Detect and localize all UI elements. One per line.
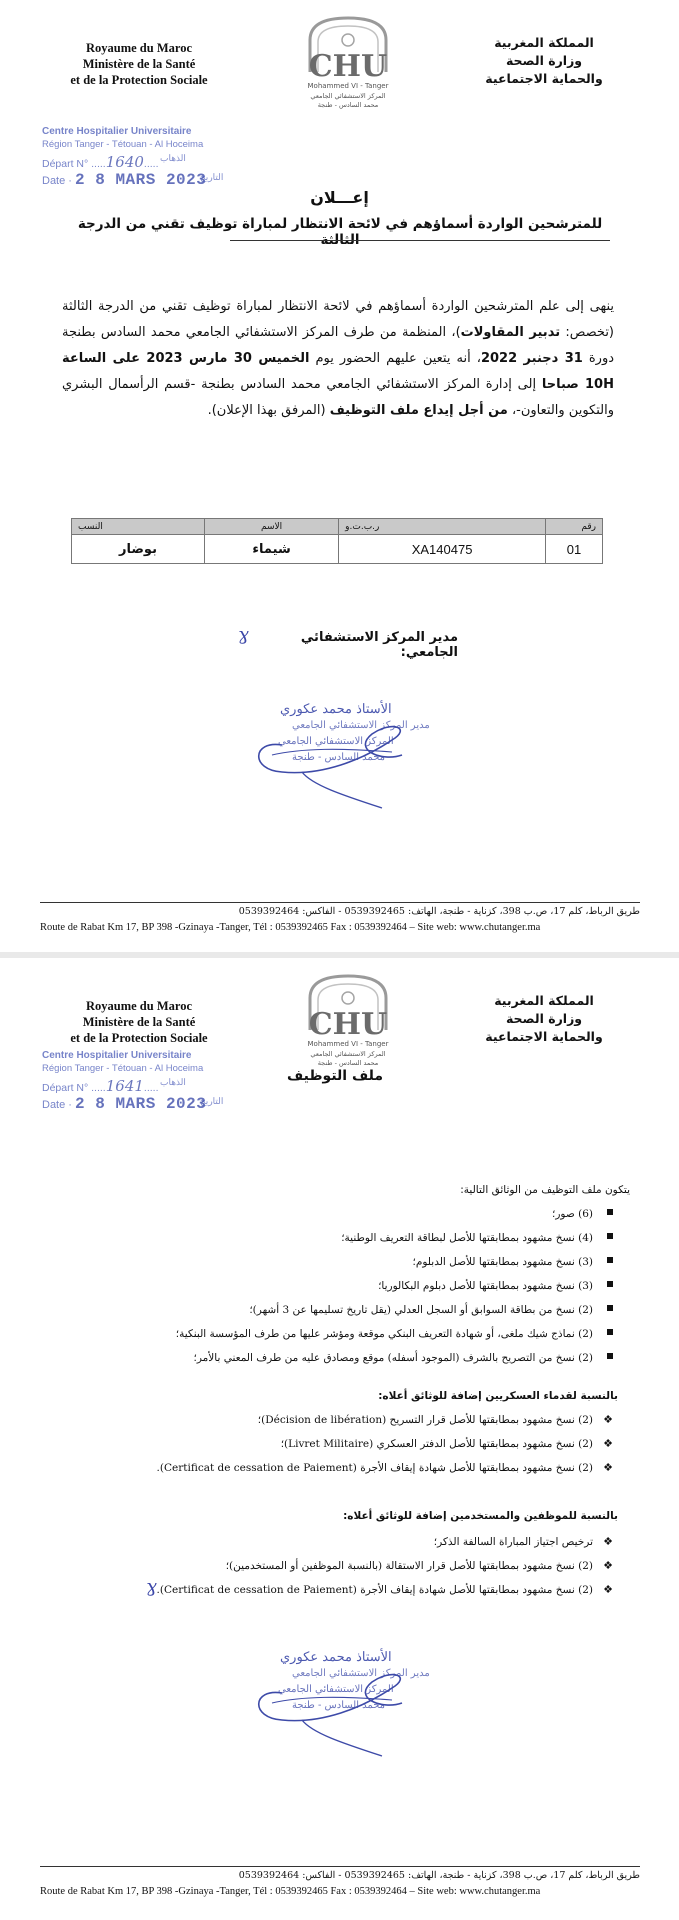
header-fr-line: et de la Protection Sociale bbox=[70, 73, 208, 87]
signature-city: محمد السادس - طنجة bbox=[292, 1700, 386, 1711]
header-ar-line: والحماية الاجتماعية bbox=[485, 1029, 603, 1044]
square-bullet-icon bbox=[607, 1305, 613, 1311]
list-item bbox=[40, 1300, 615, 1324]
document-page-2 bbox=[0, 958, 679, 1920]
stamp-departure-row: Départ N° .....1641..... bbox=[42, 1077, 159, 1095]
stamp-date-row: Date · 2 8 MARS 2023 bbox=[42, 171, 207, 189]
diamond-bullet-icon: ❖ bbox=[603, 1461, 613, 1474]
footer-arabic: طريق الرباط، كلم 17، ص.ب 398، كزناية - طنجة، الهاتف: 0539392465 - الفاكس: 0539392464 bbox=[238, 906, 640, 917]
list-item-text: (3) نسخ مشهود بمطابقتها للأصل دبلوم البكالوريا؛ bbox=[378, 1280, 593, 1292]
document-page-1 bbox=[0, 0, 679, 952]
handwritten-signature-icon bbox=[242, 700, 442, 810]
departure-stamp bbox=[40, 1050, 230, 1122]
body-purpose: من أجل إيداع ملف التوظيف bbox=[329, 403, 508, 418]
list-item bbox=[40, 1348, 615, 1372]
logo-sub-ar2: محمد السادس - طنجة bbox=[317, 1059, 379, 1067]
logo-sub-fr: Mohammed VI - Tanger bbox=[307, 82, 389, 90]
list-item-text: (4) نسخ مشهود بمطابقتها للأصل لبطاقة التعريف الوطنية؛ bbox=[341, 1232, 593, 1244]
military-heading: بالنسبة لقدماء العسكريين إضافة للوثائق أعلاه: bbox=[378, 1390, 618, 1402]
col-header-cin: ر.ب.ت.و bbox=[339, 519, 546, 535]
list-item-text: (2) نسخ مشهود بمطابقتها للأصل الدفتر العسكري (Livret Militaire)؛ bbox=[280, 1438, 593, 1450]
table-row bbox=[72, 535, 603, 564]
header-ar-line: وزارة الصحة bbox=[505, 53, 583, 68]
footer-french: Route de Rabat Km 17, BP 398 -Gzinaya -Tanger, Tél : 0539392465 Fax : 0539392464 – Site web: www.chutanger.ma bbox=[40, 922, 541, 933]
list-item bbox=[40, 1252, 615, 1276]
initial-mark-icon: ɣ bbox=[238, 624, 249, 645]
body-text: ، أنه يتعين عليهم الحضور يوم bbox=[309, 351, 481, 366]
body-appointment: الخميس 30 مارس 2023 على الساعة 10H صباحا bbox=[62, 351, 614, 392]
stamp-line: Région Tanger - Tétouan - Al Hoceima bbox=[42, 1063, 204, 1074]
footer-arabic: طريق الرباط، كلم 17، ص.ب 398، كزناية - طنجة، الهاتف: 0539392465 - الفاكس: 0539392464 bbox=[238, 1870, 640, 1881]
list-item bbox=[40, 1204, 615, 1228]
candidates-table bbox=[71, 518, 603, 564]
header-fr-line: Royaume du Maroc bbox=[85, 999, 192, 1013]
list-item-text: (6) صور؛ bbox=[552, 1208, 593, 1220]
body-text: )، المنظمة من طرف المركز الاستشفائي الجامعي محمد السادس بطنجة دورة bbox=[62, 325, 615, 366]
announcement-body bbox=[62, 294, 614, 424]
subtitle-underline bbox=[230, 240, 610, 241]
footer-divider bbox=[40, 902, 640, 903]
director-signature-stamp bbox=[242, 700, 442, 810]
logo-chu-text: CHU bbox=[308, 1007, 388, 1042]
cell-first-name: شيماء bbox=[204, 535, 338, 564]
list-item bbox=[40, 1556, 615, 1580]
header-french bbox=[44, 998, 234, 1046]
body-text: إلى إدارة المركز الاستشفائي الجامعي محمد السادس بطنجة -قسم الرأسمال البشري والتكوين والتعاون-، bbox=[62, 377, 614, 418]
employees-documents-list bbox=[40, 1532, 615, 1604]
col-header-last-name: النسب bbox=[72, 519, 205, 535]
stamp-date-row: Date · 2 8 MARS 2023 bbox=[42, 1095, 207, 1113]
required-documents-list bbox=[40, 1204, 615, 1372]
signature-name: الأستاذ محمد عكوري bbox=[280, 702, 392, 717]
stamp-date-label-ar: التاريخ bbox=[200, 1096, 224, 1106]
cell-number: 01 bbox=[546, 535, 603, 564]
dossier-title: ملف التوظيف bbox=[286, 1068, 384, 1084]
stamp-line: Centre Hospitalier Universitaire bbox=[42, 1050, 192, 1061]
director-signature-stamp bbox=[242, 1648, 442, 1758]
header-fr-line: Ministère de la Santé bbox=[82, 1015, 196, 1029]
body-text: ينهى إلى علم المترشحين الواردة أسماؤهم في لائحة الانتظار لمباراة توظيف تقني من الدرجة الثالثة (تخصص: bbox=[62, 299, 615, 340]
stamp-date: 2 8 MARS 2023 bbox=[75, 1095, 207, 1113]
military-documents-list bbox=[40, 1410, 615, 1482]
list-item-text: (3) نسخ مشهود بمطابقتها للأصل الدبلوم؛ bbox=[412, 1256, 593, 1268]
director-label: مدير المركز الاستشفائي الجامعي: bbox=[300, 630, 458, 660]
chu-logo bbox=[288, 14, 408, 114]
col-header-first-name: الاسم bbox=[204, 519, 338, 535]
list-item-text: (2) نسخ مشهود بمطابقتها للأصل شهادة إيقاف الأجرة (Certificat de cessation de Paiement). bbox=[156, 1584, 593, 1596]
logo-sub-ar: المركز الاستشفائي الجامعي bbox=[310, 92, 386, 100]
body-session-date: 31 دجنبر 2022 bbox=[480, 351, 583, 366]
header-ar-line: المملكة المغربية bbox=[494, 35, 594, 50]
signature-title: مدير المركز الاستشفائي الجامعي bbox=[292, 720, 430, 731]
stamp-date-label-ar: التاريخ bbox=[200, 172, 224, 182]
stamp-date-label: Date bbox=[42, 1099, 66, 1111]
list-item-text: (2) نسخ مشهود بمطابقتها للأصل شهادة إيقاف الأجرة (Certificat de cessation de Paiement). bbox=[156, 1462, 593, 1474]
footer-french: Route de Rabat Km 17, BP 398 -Gzinaya -Tanger, Tél : 0539392465 Fax : 0539392464 – Site web: www.chutanger.ma bbox=[40, 1886, 541, 1897]
stamp-depart-label-ar: الذهاب bbox=[160, 153, 186, 163]
list-item bbox=[40, 1434, 615, 1458]
body-text: (المرفق بهذا الإعلان). bbox=[207, 403, 330, 418]
body-specialty: تدبير المقاولات bbox=[460, 325, 561, 340]
logo-sub-ar: المركز الاستشفائي الجامعي bbox=[310, 1050, 386, 1058]
list-item bbox=[40, 1532, 615, 1556]
square-bullet-icon bbox=[607, 1233, 613, 1239]
list-item-text: ترخيص اجتياز المباراة السالفة الذكر؛ bbox=[433, 1536, 593, 1548]
logo-sub-ar2: محمد السادس - طنجة bbox=[317, 101, 379, 109]
signature-institution: المركز الاستشفائي الجامعي bbox=[278, 1684, 394, 1695]
header-fr-line: Ministère de la Santé bbox=[82, 57, 196, 71]
list-item bbox=[40, 1276, 615, 1300]
stamp-depart-label: Départ N° bbox=[42, 1082, 89, 1094]
signature-title: مدير المركز الاستشفائي الجامعي bbox=[292, 1668, 430, 1679]
stamp-line: Centre Hospitalier Universitaire bbox=[42, 126, 192, 137]
handwritten-signature-icon bbox=[242, 1648, 442, 1758]
square-bullet-icon bbox=[607, 1329, 613, 1335]
list-item bbox=[40, 1458, 615, 1482]
diamond-bullet-icon: ❖ bbox=[603, 1583, 613, 1596]
stamp-number: 1641 bbox=[105, 1077, 144, 1095]
stamp-depart-label-ar: الذهاب bbox=[160, 1077, 186, 1087]
header-ar-line: وزارة الصحة bbox=[505, 1011, 583, 1026]
announcement-subtitle: للمترشحين الواردة أسماؤهم في لائحة الانتظار لمباراة توظيف تقني من الدرجة الثالثة bbox=[77, 216, 603, 248]
table-header-row bbox=[72, 519, 603, 535]
col-header-number: رقم bbox=[546, 519, 603, 535]
cell-cin: XA140475 bbox=[339, 535, 546, 564]
header-ar-line: والحماية الاجتماعية bbox=[485, 71, 603, 86]
stamp-date-label: Date bbox=[42, 175, 66, 187]
list-item bbox=[40, 1324, 615, 1348]
check-mark-icon: ɣ bbox=[146, 1576, 157, 1597]
list-item bbox=[40, 1580, 615, 1604]
list-item-text: (2) نسخ مشهود بمطابقتها للأصل قرار الاستقالة (بالنسبة الموظفين أو المستخدمين)؛ bbox=[225, 1560, 593, 1572]
logo-emblem-icon bbox=[288, 14, 408, 114]
diamond-bullet-icon: ❖ bbox=[603, 1437, 613, 1450]
announcement-title: إعـــلان bbox=[310, 188, 369, 207]
square-bullet-icon bbox=[607, 1353, 613, 1359]
logo-emblem-icon bbox=[288, 972, 408, 1072]
list-item-text: (2) نماذج شيك ملغى، أو شهادة التعريف البنكي موقعة ومؤشر عليها من طرف المؤسسة البنكية؛ bbox=[175, 1328, 593, 1340]
header-fr-line: et de la Protection Sociale bbox=[70, 1031, 208, 1045]
chu-logo bbox=[288, 972, 408, 1072]
stamp-date: 2 8 MARS 2023 bbox=[75, 171, 207, 189]
diamond-bullet-icon: ❖ bbox=[603, 1559, 613, 1572]
stamp-depart-label: Départ N° bbox=[42, 158, 89, 170]
header-french bbox=[44, 40, 234, 88]
stamp-departure-row: Départ N° .....1640..... bbox=[42, 153, 159, 171]
header-ar-line: المملكة المغربية bbox=[494, 993, 594, 1008]
signature-name: الأستاذ محمد عكوري bbox=[280, 1650, 392, 1665]
header-arabic bbox=[469, 992, 619, 1046]
diamond-bullet-icon: ❖ bbox=[603, 1535, 613, 1548]
list-item bbox=[40, 1228, 615, 1252]
square-bullet-icon bbox=[607, 1281, 613, 1287]
diamond-bullet-icon: ❖ bbox=[603, 1413, 613, 1426]
list-item-text: (2) نسخ من بطاقة السوابق أو السجل العدلي (يقل تاريخ تسليمها عن 3 أشهر)؛ bbox=[249, 1304, 593, 1316]
logo-sub-fr: Mohammed VI - Tanger bbox=[307, 1040, 389, 1048]
header-fr-line: Royaume du Maroc bbox=[85, 41, 192, 55]
stamp-number: 1640 bbox=[105, 153, 144, 171]
list-item bbox=[40, 1410, 615, 1434]
stamp-line: Région Tanger - Tétouan - Al Hoceima bbox=[42, 139, 204, 150]
logo-chu-text: CHU bbox=[308, 49, 388, 84]
footer-divider bbox=[40, 1866, 640, 1867]
list-item-text: (2) نسخ مشهود بمطابقتها للأصل قرار التسريح (Décision de libération)؛ bbox=[257, 1414, 593, 1426]
header-arabic bbox=[469, 34, 619, 88]
square-bullet-icon bbox=[607, 1257, 613, 1263]
cell-last-name: بوضار bbox=[72, 535, 205, 564]
employees-heading: بالنسبة للموظفين والمستخدمين إضافة للوثائق أعلاه: bbox=[343, 1510, 618, 1522]
signature-city: محمد السادس - طنجة bbox=[292, 752, 386, 763]
dossier-intro: يتكون ملف التوظيف من الوثائق التالية: bbox=[460, 1184, 630, 1196]
square-bullet-icon bbox=[607, 1209, 613, 1215]
list-item-text: (2) نسخ من التصريح بالشرف (الموجود أسفله) موقع ومصادق عليه من طرف المعني بالأمر؛ bbox=[193, 1352, 593, 1364]
signature-institution: المركز الاستشفائي الجامعي bbox=[278, 736, 394, 747]
